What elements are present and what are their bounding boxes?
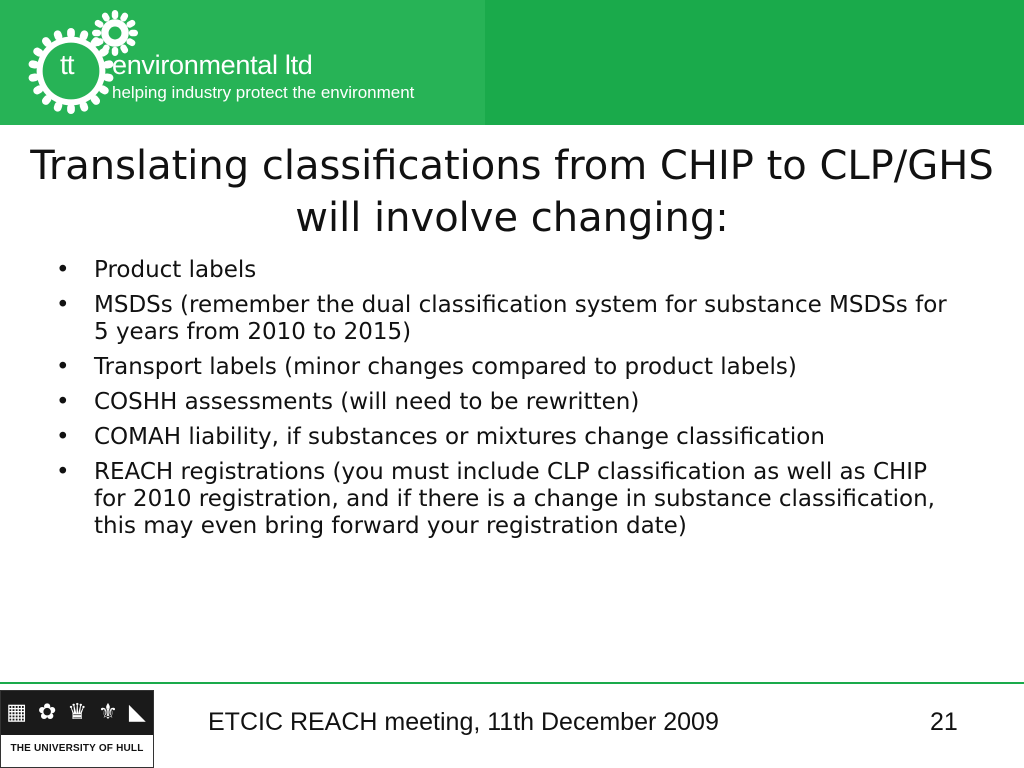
- bullet-item: [56, 292, 956, 346]
- bullet-item: [56, 257, 956, 284]
- page-number: 21: [930, 708, 958, 736]
- portcullis-icon: ▦: [6, 700, 29, 725]
- slide-title: Translating classifications from CHIP to CLP/GHS will involve changing:: [30, 143, 994, 241]
- bullet-marker: •: [56, 354, 70, 380]
- bullet-item: [56, 459, 956, 540]
- logo-monogram: tt: [60, 49, 74, 80]
- university-crest: [1, 691, 153, 735]
- bullet-list: [56, 257, 956, 548]
- footer-meeting-text: ETCIC REACH meeting, 11th December 2009: [208, 708, 719, 736]
- bullet-text: Product labels: [94, 257, 257, 283]
- bullet-text: REACH registrations (you must include CLP classification as well as CHIP for 2010 registration, and if there is a change in substance classification, this may even bring forward your registration date): [94, 459, 935, 539]
- bullet-marker: •: [56, 459, 70, 485]
- bullet-text: Transport labels (minor changes compared to product labels): [94, 354, 797, 380]
- rose-icon: ✿: [37, 700, 59, 725]
- university-logo: [0, 690, 154, 768]
- company-tagline: helping industry protect the environment: [112, 83, 415, 102]
- swan-icon: ◣: [128, 700, 148, 725]
- company-name: environmental ltd: [112, 50, 313, 80]
- bullet-text: COMAH liability, if substances or mixtures change classification: [94, 424, 825, 450]
- bullet-text: MSDSs (remember the dual classification system for substance MSDSs for 5 years from 2010 to 2015): [94, 292, 947, 345]
- bullet-marker: •: [56, 292, 70, 318]
- bullet-marker: •: [56, 257, 70, 283]
- bullet-marker: •: [56, 424, 70, 450]
- footer-divider: [0, 682, 1024, 684]
- fleur-de-lis-icon: ⚜: [98, 700, 120, 725]
- bullet-marker: •: [56, 389, 70, 415]
- bullet-item: [56, 424, 956, 451]
- bullet-text: COSHH assessments (will need to be rewritten): [94, 389, 640, 415]
- bullet-item: [56, 389, 956, 416]
- crown-icon: ♛: [67, 700, 90, 725]
- bullet-item: [56, 354, 956, 381]
- university-name: THE UNIVERSITY OF HULL: [10, 743, 144, 754]
